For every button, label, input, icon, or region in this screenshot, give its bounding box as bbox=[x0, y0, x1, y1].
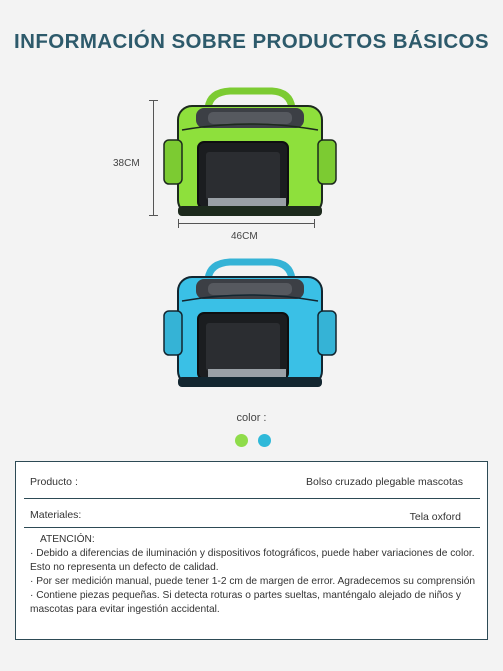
product-label: Producto : bbox=[30, 476, 78, 488]
width-label: 46CM bbox=[231, 231, 258, 242]
product-value: Bolso cruzado plegable mascotas bbox=[305, 476, 463, 488]
width-dimension-tick bbox=[178, 219, 179, 228]
product-info-panel bbox=[15, 461, 488, 640]
blue-color-swatch[interactable] bbox=[258, 434, 271, 447]
green-color-swatch[interactable] bbox=[235, 434, 248, 447]
page-title: INFORMACIÓN SOBRE PRODUCTOS BÁSICOS bbox=[14, 30, 489, 53]
divider bbox=[24, 527, 480, 528]
note-item: · Contiene piezas pequeñas. Si detecta roturas o partes sueltas, manténgalo alejado de niños y mascotas para evitar ingestión accidental. bbox=[30, 590, 461, 615]
height-dimension-tick bbox=[149, 215, 158, 216]
height-label: 38CM bbox=[113, 158, 140, 169]
divider bbox=[24, 498, 480, 499]
height-dimension-line bbox=[153, 100, 154, 216]
width-dimension-line bbox=[178, 223, 315, 224]
note-item: · Debido a diferencias de iluminación y dispositivos fotográficos, puede haber variaciones de color. Esto no representa un defecto de calidad. bbox=[30, 548, 475, 573]
materials-label: Materiales: bbox=[30, 509, 82, 521]
attention-notes bbox=[30, 533, 480, 617]
notes-heading: ATENCIÓN: bbox=[40, 534, 95, 545]
width-dimension-tick bbox=[314, 219, 315, 228]
color-label: color : bbox=[236, 412, 267, 424]
blue-pet-carrier-image bbox=[160, 257, 340, 391]
materials-value: Tela oxford bbox=[409, 511, 461, 523]
height-dimension-tick bbox=[149, 100, 158, 101]
green-pet-carrier-image bbox=[160, 86, 340, 220]
note-item: · Por ser medición manual, puede tener 1-2 cm de margen de error. Agradecemos su comprensión bbox=[30, 576, 476, 587]
